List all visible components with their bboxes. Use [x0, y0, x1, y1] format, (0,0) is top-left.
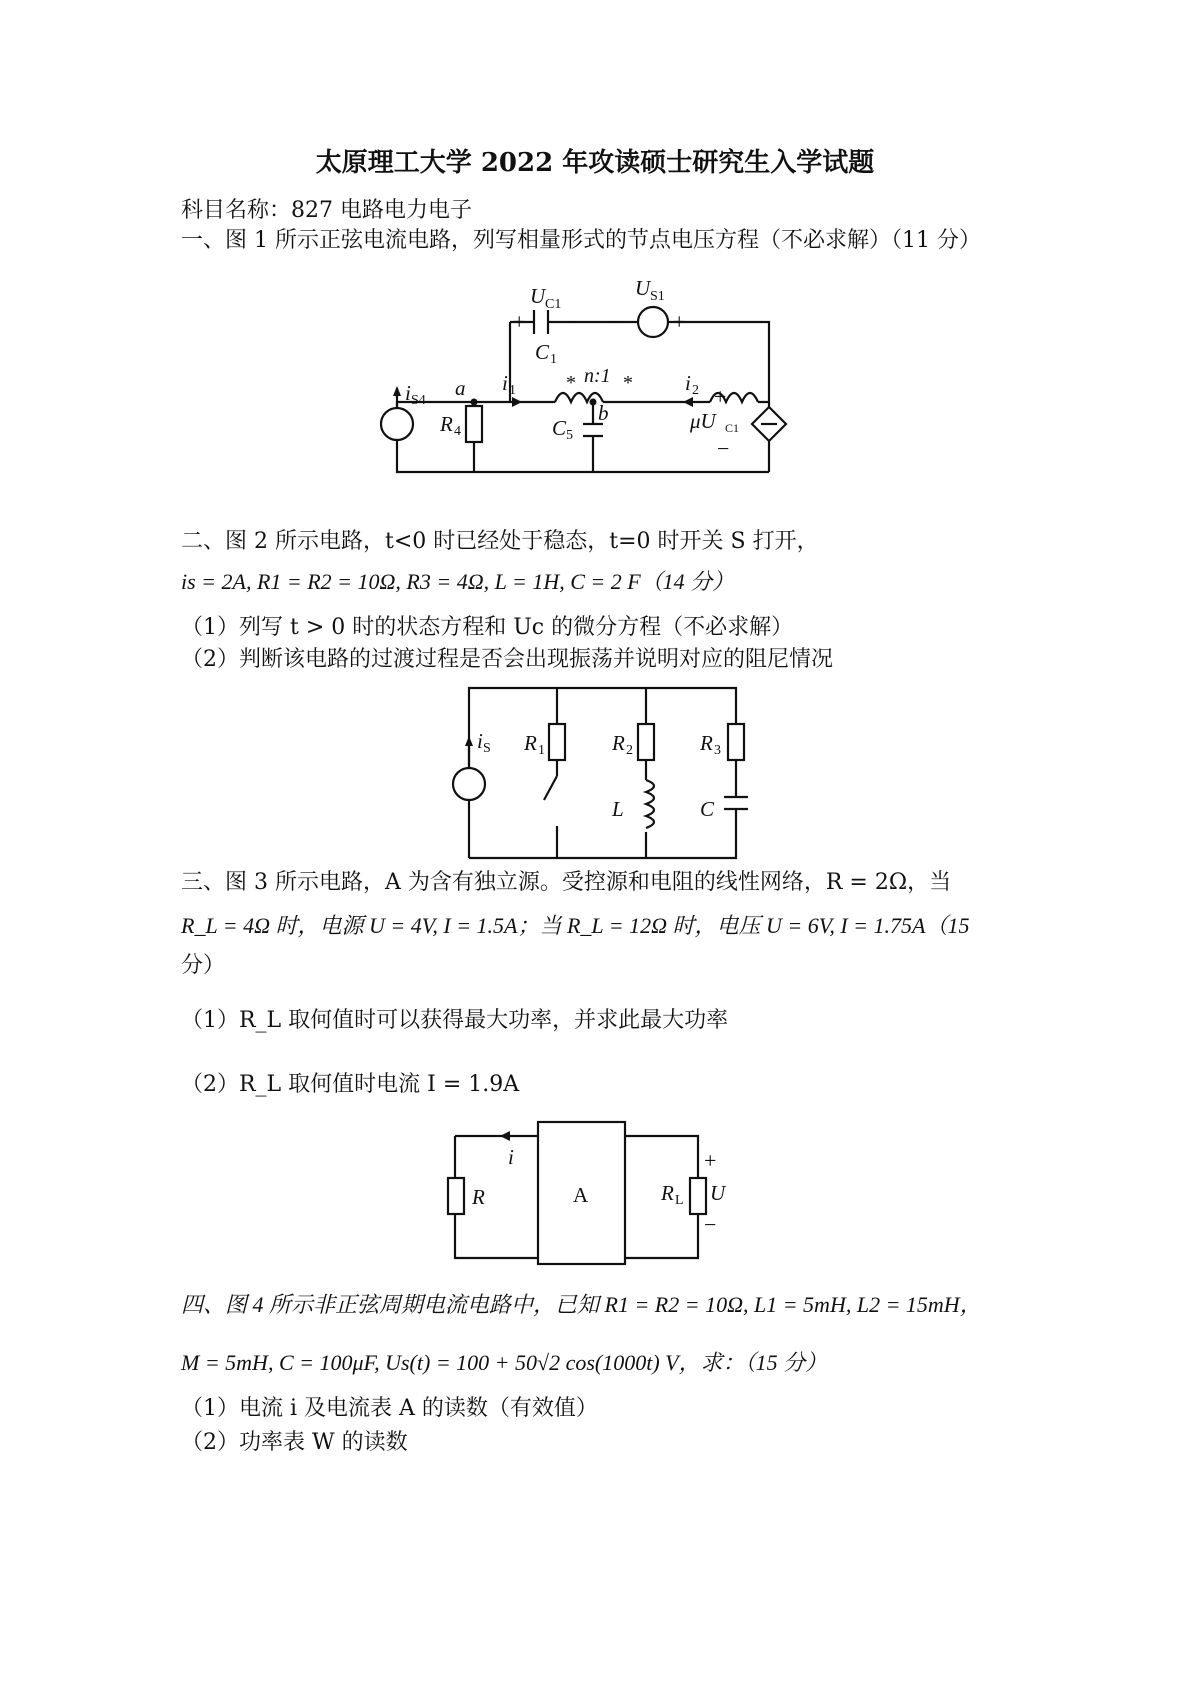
rl-sub: L — [675, 1193, 684, 1208]
is-sub: S — [483, 741, 491, 756]
uc1-sub: C1 — [545, 297, 562, 312]
c5-label: C — [552, 416, 567, 440]
q3-sub1: （1）R_L 取何值时可以获得最大功率，并求此最大功率 — [181, 1008, 729, 1033]
uc1-label: U — [530, 284, 546, 308]
is-label: i — [477, 729, 483, 753]
page-title: 太原理工大学 2022 年攻读硕士研究生入学试题 — [315, 148, 875, 178]
node-a-label: a — [455, 376, 466, 400]
rl-label: R — [661, 1181, 674, 1205]
i2-sub: 2 — [692, 383, 699, 398]
q3-line1: 三、图 3 所示电路，A 为含有独立源。受控源和电阻的线性网络，R = 2Ω，当 — [181, 870, 952, 895]
i2-label: i — [685, 371, 691, 395]
c1-label: C — [535, 340, 550, 364]
c-label: C — [700, 797, 715, 821]
i1-label: i — [502, 371, 508, 395]
figure-1-circuit — [380, 270, 800, 525]
i1-sub: 1 — [509, 383, 516, 398]
ratio-label: n:1 — [584, 365, 611, 387]
r3-label: R — [700, 731, 713, 755]
plus-mark: + — [704, 1148, 717, 1173]
q3-sub2: （2）R_L 取何值时电流 I = 1.9A — [181, 1072, 520, 1097]
q3-line2: R_L = 4Ω 时，电源 U = 4V, I = 1.5A；当 R_L = 12Ω 时，电压 U = 6V, I = 1.75A（15 — [181, 913, 970, 938]
r4-sub: 4 — [454, 424, 461, 439]
minus-mark: − — [704, 1212, 717, 1237]
r-label: R — [472, 1185, 485, 1209]
i-label: i — [508, 1145, 514, 1169]
figure-3-circuit — [448, 1120, 748, 1270]
r2-label: R — [612, 731, 625, 755]
q4-sub1: （1）电流 i 及电流表 A 的读数（有效值） — [181, 1396, 598, 1421]
mu-sub: C1 — [725, 421, 740, 435]
minus-mark: − — [565, 309, 578, 334]
node-b-label: b — [598, 401, 609, 425]
plus-mark: + — [714, 384, 727, 409]
c5-sub: 5 — [566, 428, 573, 443]
r3-sub: 3 — [714, 743, 721, 758]
mu-label: μU — [690, 409, 716, 433]
is4-label: i — [405, 381, 411, 405]
q4-line1: 四、图 4 所示非正弦周期电流电路中，已知 R1 = R2 = 10Ω, L1 = 5mH, L2 = 15mH， — [181, 1292, 982, 1317]
q2-line2: is = 2A, R1 = R2 = 10Ω, R3 = 4Ω, L = 1H, C = 2 F（14 分） — [181, 569, 735, 594]
minus-mark: − — [717, 436, 730, 461]
r2-sub: 2 — [626, 743, 633, 758]
q3-line3: 分） — [181, 953, 226, 978]
plus-mark: + — [673, 309, 686, 334]
network-a-label: A — [573, 1183, 589, 1207]
q1-text: 一、图 1 所示正弦电流电路，列写相量形式的节点电压方程（不必求解）（11 分） — [181, 228, 981, 253]
subject-line: 科目名称：827 电路电力电子 — [181, 198, 472, 223]
minus-mark: − — [607, 309, 620, 334]
q4-line2: M = 5mH, C = 100μF, Us(t) = 100 + 50√2 cos(1000t) V，求：（15 分） — [181, 1350, 828, 1375]
c1-sub: 1 — [550, 352, 557, 367]
q2-sub1: （1）列写 t > 0 时的状态方程和 Uc 的微分方程（不必求解） — [181, 615, 794, 640]
r1-sub: 1 — [538, 743, 545, 758]
r1-label: R — [524, 731, 537, 755]
dot-mark: * — [566, 372, 576, 394]
q4-sub2: （2）功率表 W 的读数 — [181, 1430, 408, 1455]
plus-mark: + — [513, 309, 526, 334]
us1-label: U — [635, 276, 651, 300]
q2-line1: 二、图 2 所示电路，t<0 时已经处于稳态，t=0 时开关 S 打开， — [181, 529, 819, 554]
q2-sub2: （2）判断该电路的过渡过程是否会出现振荡并说明对应的阻尼情况 — [181, 647, 833, 672]
u-label: U — [710, 1181, 726, 1205]
dot-mark: * — [623, 372, 633, 394]
figure-2-circuit — [452, 688, 752, 863]
is4-sub: S4 — [411, 393, 426, 408]
r4-label: R — [440, 412, 453, 436]
us1-sub: S1 — [650, 289, 665, 304]
l-label: L — [612, 797, 624, 821]
